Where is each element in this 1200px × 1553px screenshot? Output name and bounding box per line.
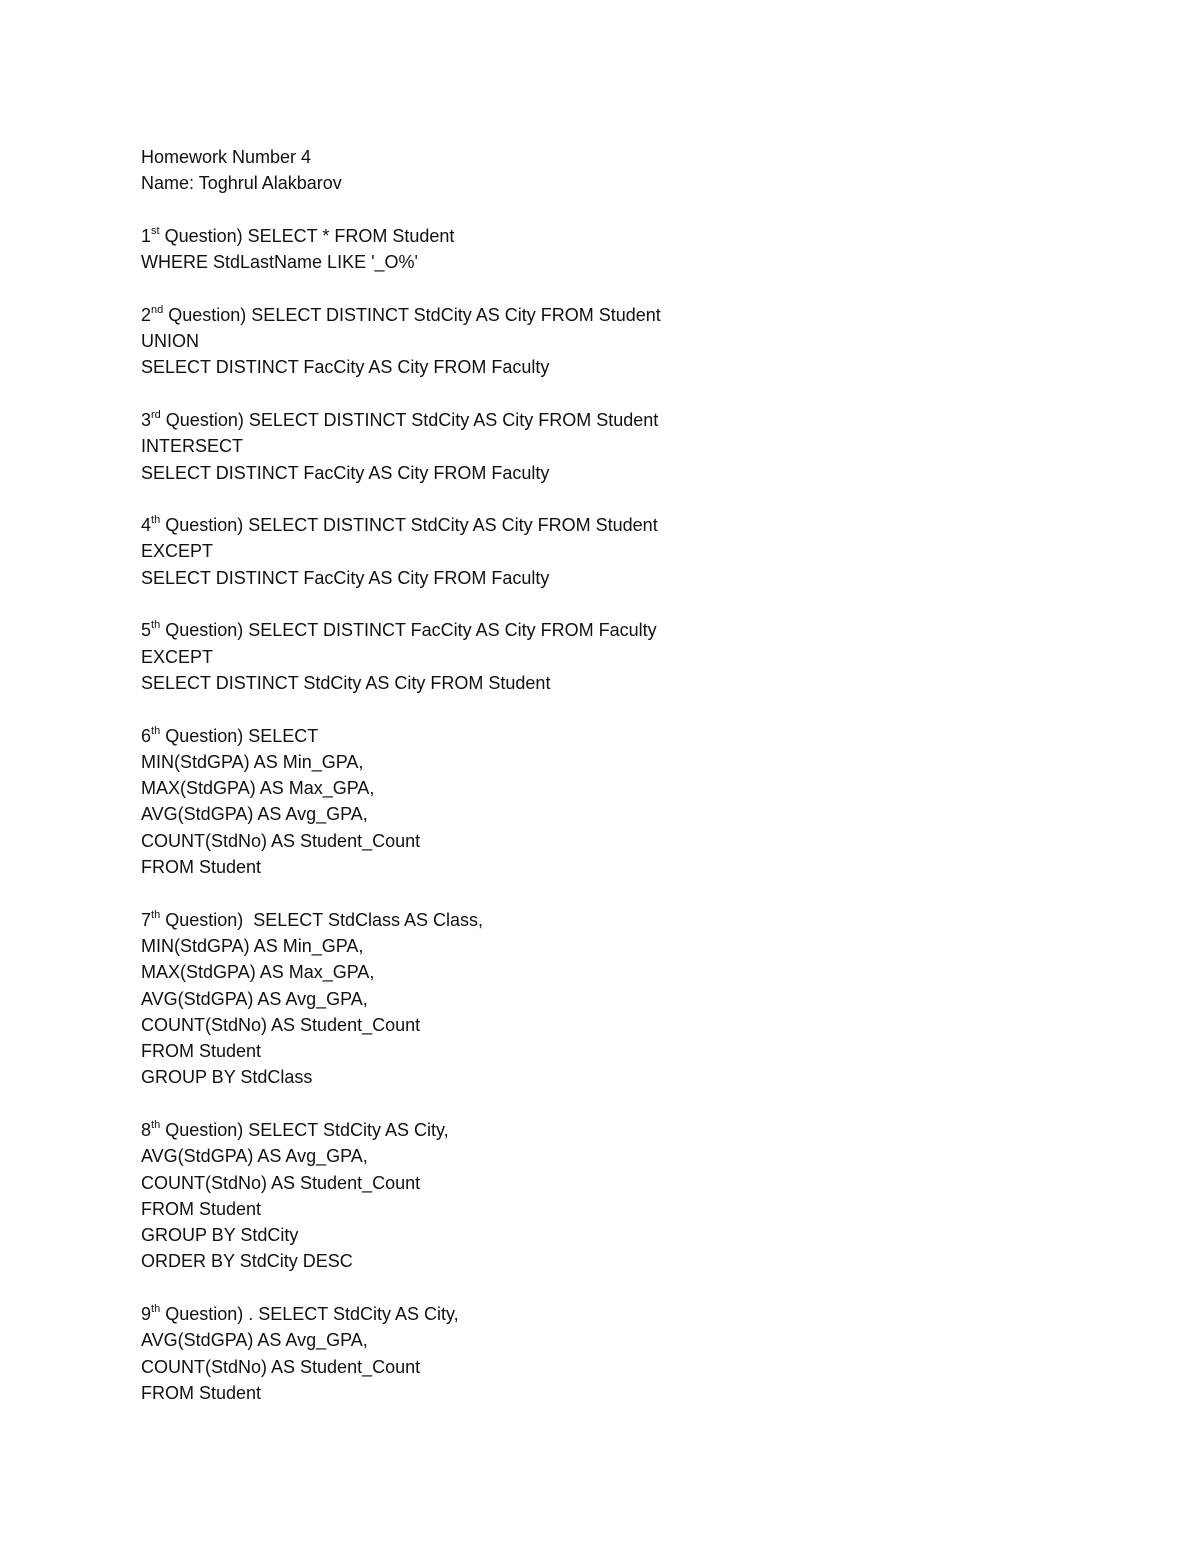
sql-line: ORDER BY StdCity DESC bbox=[141, 1251, 353, 1272]
blank-line bbox=[141, 381, 1041, 407]
blank-line bbox=[141, 486, 1041, 512]
question-sql-first-line: Question) SELECT DISTINCT FacCity AS City FROM Faculty bbox=[160, 620, 657, 641]
questions-list bbox=[141, 197, 1041, 1407]
sql-line: SELECT DISTINCT StdCity AS City FROM Student bbox=[141, 672, 551, 693]
question-sql-first-line: Question) SELECT DISTINCT StdCity AS City FROM Student bbox=[160, 515, 658, 536]
question-number: 1 bbox=[141, 225, 152, 246]
sql-line: COUNT(StdNo) AS Student_Count bbox=[141, 1356, 421, 1377]
question-heading bbox=[141, 512, 1041, 538]
sql-line: SELECT DISTINCT FacCity AS City FROM Faculty bbox=[141, 462, 550, 483]
sql-line: GROUP BY StdClass bbox=[141, 1067, 313, 1088]
sql-line: MAX(StdGPA) AS Max_GPA, bbox=[141, 962, 375, 983]
sql-line: MAX(StdGPA) AS Max_GPA, bbox=[141, 778, 375, 799]
question-sql-first-line: Question) . SELECT StdCity AS City, bbox=[160, 1304, 459, 1325]
blank-line bbox=[141, 275, 1041, 301]
question-number: 4 bbox=[141, 515, 152, 536]
sql-line: AVG(StdGPA) AS Avg_GPA, bbox=[141, 1146, 368, 1167]
question-sql-first-line: Question) SELECT DISTINCT StdCity AS City FROM Student bbox=[163, 304, 661, 325]
sql-line: EXCEPT bbox=[141, 541, 214, 562]
question-number: 8 bbox=[141, 1119, 152, 1140]
question-sql-first-line: Question) SELECT StdClass AS Class, bbox=[160, 909, 483, 930]
document-body bbox=[141, 144, 1041, 1406]
sql-line: EXCEPT bbox=[141, 646, 214, 667]
ordinal-suffix: th bbox=[151, 1303, 161, 1316]
question-heading bbox=[141, 723, 1041, 749]
question-block bbox=[141, 907, 1041, 1091]
question-block bbox=[141, 407, 1041, 486]
sql-line: UNION bbox=[141, 331, 199, 352]
ordinal-suffix: th bbox=[151, 514, 161, 527]
ordinal-suffix: rd bbox=[151, 408, 161, 421]
sql-line: WHERE StdLastName LIKE '_O%' bbox=[141, 252, 418, 273]
question-number: 6 bbox=[141, 725, 152, 746]
question-number: 9 bbox=[141, 1304, 152, 1325]
sql-line: COUNT(StdNo) AS Student_Count bbox=[141, 1014, 421, 1035]
sql-line: COUNT(StdNo) AS Student_Count bbox=[141, 1172, 421, 1193]
sql-line: MIN(StdGPA) AS Min_GPA, bbox=[141, 751, 364, 772]
sql-line: SELECT DISTINCT FacCity AS City FROM Faculty bbox=[141, 567, 550, 588]
blank-line bbox=[141, 696, 1041, 722]
question-block bbox=[141, 302, 1041, 381]
question-sql-first-line: Question) SELECT bbox=[160, 725, 319, 746]
student-name: Name: Toghrul Alakbarov bbox=[141, 173, 342, 194]
question-block bbox=[141, 1117, 1041, 1275]
question-heading bbox=[141, 407, 1041, 433]
sql-line: FROM Student bbox=[141, 857, 262, 878]
question-number: 3 bbox=[141, 409, 152, 430]
question-block bbox=[141, 512, 1041, 591]
document-title: Homework Number 4 bbox=[141, 147, 312, 167]
sql-line: MIN(StdGPA) AS Min_GPA, bbox=[141, 935, 364, 956]
question-heading bbox=[141, 617, 1041, 643]
sql-line: INTERSECT bbox=[141, 436, 244, 457]
question-sql-first-line: Question) SELECT DISTINCT StdCity AS City FROM Student bbox=[160, 409, 659, 430]
question-heading bbox=[141, 1117, 1041, 1143]
blank-line bbox=[141, 591, 1041, 617]
question-heading bbox=[141, 907, 1041, 933]
question-block bbox=[141, 223, 1041, 276]
question-heading bbox=[141, 302, 1041, 328]
ordinal-suffix: th bbox=[151, 908, 161, 921]
sql-line: GROUP BY StdCity bbox=[141, 1225, 299, 1246]
ordinal-suffix: th bbox=[151, 724, 161, 737]
ordinal-suffix: nd bbox=[151, 303, 164, 316]
question-block bbox=[141, 723, 1041, 881]
ordinal-suffix: th bbox=[151, 1118, 161, 1131]
blank-line bbox=[141, 197, 1041, 223]
sql-line: FROM Student bbox=[141, 1041, 262, 1062]
ordinal-suffix: st bbox=[151, 224, 160, 237]
question-block bbox=[141, 1301, 1041, 1406]
question-number: 7 bbox=[141, 909, 152, 930]
ordinal-suffix: th bbox=[151, 619, 161, 632]
question-block bbox=[141, 617, 1041, 696]
question-heading bbox=[141, 223, 1041, 249]
sql-line: SELECT DISTINCT FacCity AS City FROM Faculty bbox=[141, 357, 550, 378]
sql-line: FROM Student bbox=[141, 1198, 262, 1219]
question-number: 5 bbox=[141, 620, 152, 641]
question-sql-first-line: Question) SELECT StdCity AS City, bbox=[160, 1119, 449, 1140]
blank-line bbox=[141, 1091, 1041, 1117]
sql-line: AVG(StdGPA) AS Avg_GPA, bbox=[141, 804, 368, 825]
sql-line: AVG(StdGPA) AS Avg_GPA, bbox=[141, 1330, 368, 1351]
question-heading bbox=[141, 1301, 1041, 1327]
blank-line bbox=[141, 880, 1041, 906]
question-number: 2 bbox=[141, 304, 152, 325]
blank-line bbox=[141, 1275, 1041, 1301]
question-sql-first-line: Question) SELECT * FROM Student bbox=[159, 225, 455, 246]
sql-line: COUNT(StdNo) AS Student_Count bbox=[141, 830, 421, 851]
sql-line: FROM Student bbox=[141, 1382, 262, 1403]
sql-line: AVG(StdGPA) AS Avg_GPA, bbox=[141, 988, 368, 1009]
